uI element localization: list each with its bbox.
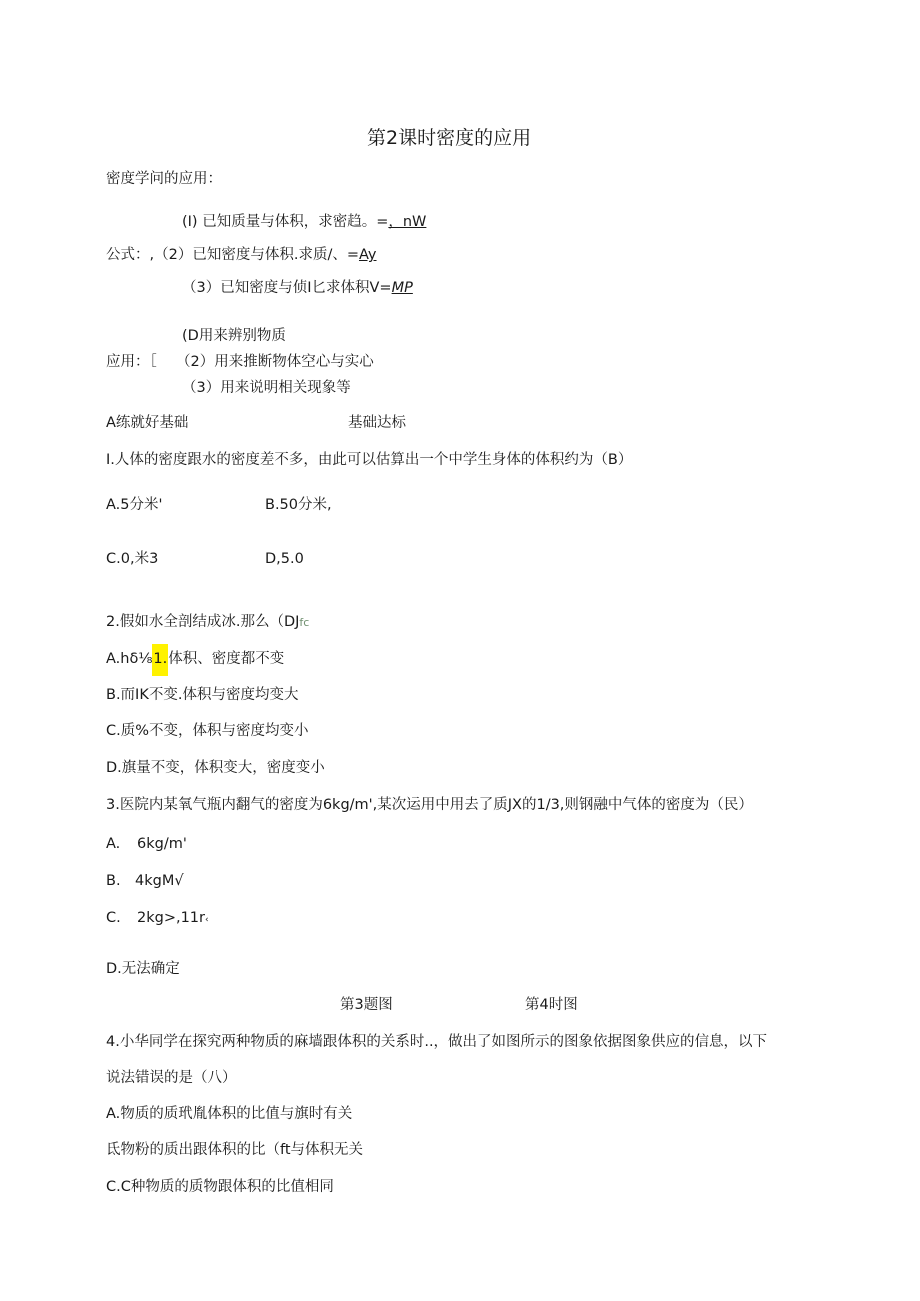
q3-option-b: 4kgM√ xyxy=(135,873,184,889)
q1-option-b: B.50分米, xyxy=(265,497,332,513)
section-heading-left: A练就好基础 xyxy=(106,415,189,431)
formula-item-3-text: （3）已知密度与侦I匕求体积V= xyxy=(182,280,392,296)
q2-option-a-post: 体积、密度都不变 xyxy=(168,651,285,667)
q2-highlight-mark: 1. xyxy=(152,644,168,676)
formula-item-2-underlined: Ay xyxy=(358,247,377,263)
application-item-3: （3）用来说明相关现象等 xyxy=(182,380,351,396)
q3-option-a: 6kg∕m' xyxy=(137,836,187,852)
application-prefix: 应用：［ xyxy=(106,354,157,370)
intro-text: 密度学问的应用： xyxy=(106,171,222,187)
formula-item-1-text: (I) 已知质量与体积，求密趋。= xyxy=(182,214,389,230)
q2-stem xyxy=(106,613,309,632)
formula-item-3 xyxy=(182,279,413,297)
q4-stem-line-2: 说法错误的是（八） xyxy=(106,1070,237,1086)
formula-item-1-underlined: ，nW xyxy=(388,214,427,230)
figure-caption-4: 第4时图 xyxy=(525,997,578,1013)
formula-item-1 xyxy=(182,213,426,231)
q4-option-b: 氐物粉的质出跟体积的比（ft与体积无关 xyxy=(106,1142,364,1158)
q2-option-d: D.旗量不变，体积变大，密度变小 xyxy=(106,760,325,776)
q3-option-d: D.无法确定 xyxy=(106,961,180,977)
q4-option-a: A.物质的质玳胤体积的比值与旗时有关 xyxy=(106,1106,353,1122)
q1-option-d: D,5.0 xyxy=(265,551,304,567)
formula-item-3-underlined: MP xyxy=(391,280,413,296)
q1-option-c: C.0,米3 xyxy=(106,551,159,567)
q2-option-c: C.质%不变，体积与密度均变小 xyxy=(106,723,309,739)
q3-stem: 3.医院内某氧气瓶内翻气的密度为6kg∕m',某次运用中用去了质JX的1/3,则钢融中气体的密度为（民） xyxy=(106,797,753,813)
application-item-1: (D用来辨别物质 xyxy=(182,328,286,344)
application-item-2: （2）用来推断物体空心与实心 xyxy=(176,354,374,370)
formula-prefix-text: 公式：,（2）已知密度与体积.求质/、= xyxy=(106,247,359,263)
q3-option-c-text: 2kg>,11r xyxy=(137,910,205,926)
q3-option-c xyxy=(137,909,209,929)
q4-stem-line-1: 4.小华同学在探究两种物质的麻墙跟体积的关系时..，做出了如图所示的图象依据图象供应的信息，以下 xyxy=(106,1034,768,1050)
q3-option-b-label: B. xyxy=(106,873,121,889)
q2-stem-text: 2.假如水全剖结成冰.那么（DJ xyxy=(106,614,300,630)
q3-option-c-label: C. xyxy=(106,910,121,926)
q4-option-c: C.C种物质的质物跟体积的比值相同 xyxy=(106,1179,334,1195)
section-heading-right: 基础达标 xyxy=(348,415,406,431)
page-title: 第2课时密度的应用 xyxy=(367,127,532,149)
q3-option-c-small: ‹ xyxy=(205,915,209,925)
formula-item-2 xyxy=(106,246,377,264)
figure-caption-3: 第3题图 xyxy=(340,997,393,1013)
q1-option-a: A.5分米' xyxy=(106,497,163,513)
q1-stem: I.人体的密度跟水的密度差不多，由此可以估算出一个中学生身体的体积约为（B） xyxy=(106,452,633,468)
q2-stem-small: fc xyxy=(299,616,310,629)
q2-option-a-pre: A.hδ⅛ xyxy=(106,651,153,667)
q2-option-b: B.而IK不变.体积与密度均变大 xyxy=(106,687,299,703)
q3-option-a-label: A. xyxy=(106,836,121,852)
q2-option-a xyxy=(106,650,284,676)
